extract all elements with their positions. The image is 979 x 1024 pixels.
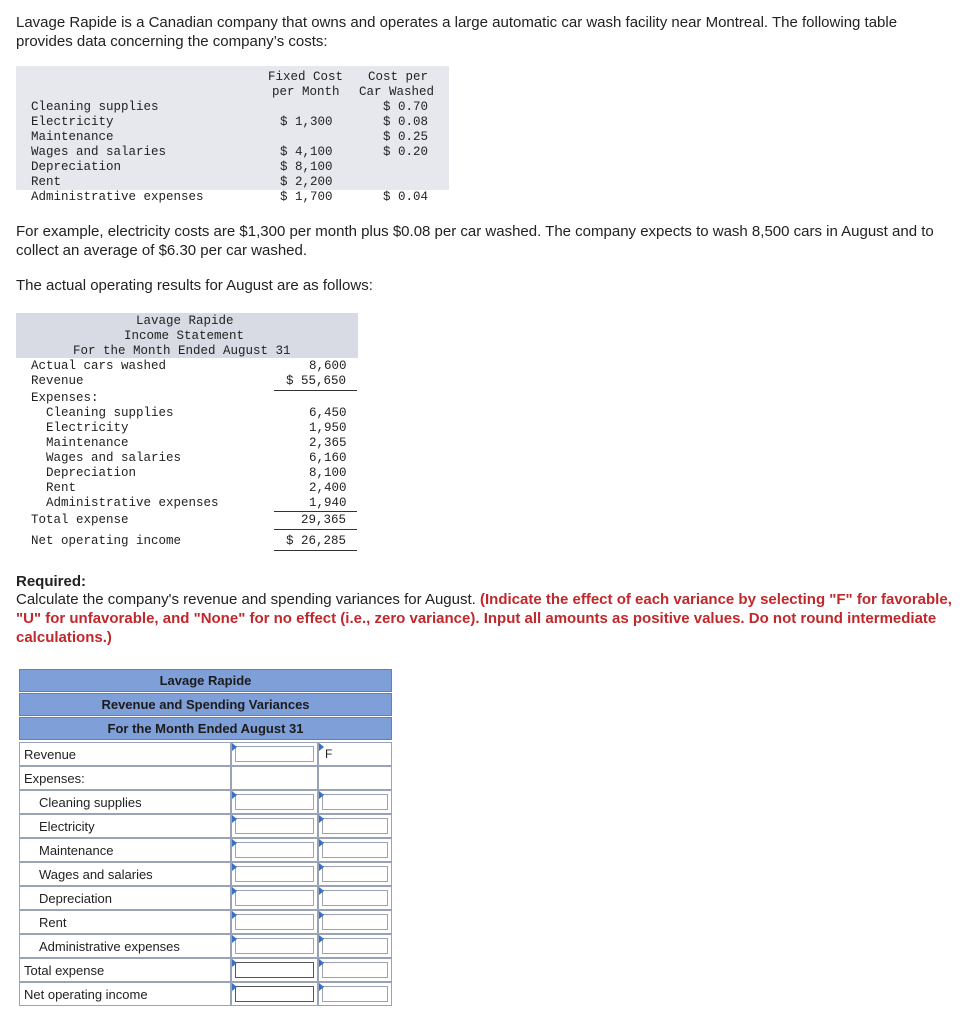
income-statement	[16, 313, 358, 548]
net-variance-input[interactable]	[231, 982, 318, 1006]
required-instruction: (Indicate the effect of each variance by selecting "F" for favorable, "U" for unfavorable, and "None" for no effect (i.e., zero variance). Input all amounts as positive values. Do not round intermediate calculations.)	[16, 591, 952, 646]
required-text: Calculate the company's revenue and spending variances for August.	[16, 591, 476, 608]
row-label: Total expense	[19, 958, 231, 982]
expense-value: 6,450	[309, 406, 347, 420]
statement-subtitle: Income Statement	[124, 329, 245, 343]
input-marker-icon	[232, 743, 237, 751]
variable-cost-header-1: Cost per	[368, 70, 429, 84]
net-income-label: Net operating income	[31, 534, 182, 548]
statement-title: Lavage Rapide	[136, 314, 234, 328]
cost-row-variable: $ 0.70	[383, 100, 429, 114]
row-label: Electricity	[19, 814, 231, 838]
cost-row-variable: $ 0.08	[383, 115, 429, 129]
row-label: Cleaning supplies	[19, 790, 231, 814]
input-marker-icon	[232, 983, 237, 991]
required-heading: Required:	[16, 573, 87, 590]
cost-row-variable: $ 0.25	[383, 130, 429, 144]
variance-amount-input[interactable]	[231, 886, 318, 910]
expense-value: 1,940	[309, 496, 347, 510]
cost-row-fixed: $ 1,300	[280, 115, 333, 129]
variance-amount-input[interactable]	[231, 814, 318, 838]
intro-paragraph: Lavage Rapide is a Canadian company that owns and operates a large automatic car wash facility near Montreal. The following table provides data concerning the company’s costs:	[16, 14, 898, 50]
actual-results-paragraph: The actual operating results for August are as follows:	[16, 277, 373, 294]
expense-label: Rent	[46, 481, 77, 495]
variance-effect-select[interactable]	[318, 814, 392, 838]
row-label: Net operating income	[19, 982, 231, 1006]
net-effect-select[interactable]	[318, 982, 392, 1006]
net-income-value: $ 26,285	[286, 534, 347, 548]
expense-label: Wages and salaries	[46, 451, 182, 465]
select-marker-icon	[319, 911, 324, 919]
input-marker-icon	[232, 815, 237, 823]
cost-row-label: Maintenance	[31, 130, 114, 144]
variance-table	[19, 669, 392, 1002]
revenue-variance-input[interactable]	[231, 742, 318, 766]
total-expense-value: 29,365	[301, 513, 347, 527]
cars-washed-label: Actual cars washed	[31, 359, 167, 373]
expenses-spacer-cell	[318, 766, 392, 790]
revenue-effect-value: F	[325, 747, 333, 761]
required-paragraph	[16, 590, 961, 647]
variance-amount-input[interactable]	[231, 862, 318, 886]
select-marker-icon	[319, 887, 324, 895]
expense-label: Administrative expenses	[46, 496, 219, 510]
cost-row-fixed: $ 8,100	[280, 160, 333, 174]
revenue-label: Revenue	[31, 374, 84, 388]
input-marker-icon	[232, 959, 237, 967]
input-marker-icon	[232, 791, 237, 799]
cost-row-fixed: $ 4,100	[280, 145, 333, 159]
row-label: Depreciation	[19, 886, 231, 910]
cars-washed-value: 8,600	[309, 359, 347, 373]
fixed-cost-header-1: Fixed Cost	[268, 70, 344, 84]
select-marker-icon	[319, 935, 324, 943]
expense-label: Cleaning supplies	[46, 406, 174, 420]
expense-value: 1,950	[309, 421, 347, 435]
variance-subtitle: Revenue and Spending Variances	[19, 693, 392, 716]
select-marker-icon	[319, 959, 324, 967]
expenses-underline	[274, 511, 357, 512]
input-marker-icon	[232, 839, 237, 847]
variance-amount-input[interactable]	[231, 934, 318, 958]
row-label: Wages and salaries	[19, 862, 231, 886]
cost-row-fixed: $ 1,700	[280, 190, 333, 204]
expense-label: Maintenance	[46, 436, 129, 450]
variance-effect-select[interactable]	[318, 862, 392, 886]
total-expense-label: Total expense	[31, 513, 129, 527]
statement-period: For the Month Ended August 31	[73, 344, 291, 358]
cost-row-label: Cleaning supplies	[31, 100, 159, 114]
variance-effect-select[interactable]	[318, 934, 392, 958]
variance-effect-select[interactable]	[318, 790, 392, 814]
variance-amount-input[interactable]	[231, 790, 318, 814]
cost-row-variable: $ 0.20	[383, 145, 429, 159]
row-label: Rent	[19, 910, 231, 934]
expense-value: 8,100	[309, 466, 347, 480]
cost-row-label: Electricity	[31, 115, 114, 129]
input-marker-icon	[232, 863, 237, 871]
variance-amount-input[interactable]	[231, 838, 318, 862]
variance-period: For the Month Ended August 31	[19, 717, 392, 740]
cost-row-label: Depreciation	[31, 160, 122, 174]
select-marker-icon	[319, 839, 324, 847]
cost-row-fixed: $ 2,200	[280, 175, 333, 189]
expense-value: 6,160	[309, 451, 347, 465]
variance-amount-input[interactable]	[231, 910, 318, 934]
example-paragraph: For example, electricity costs are $1,300 per month plus $0.08 per car washed. The company expects to wash 8,500 cars in August and to collect an average of $6.30 per car washed.	[16, 223, 934, 259]
row-label: Maintenance	[19, 838, 231, 862]
input-marker-icon	[232, 911, 237, 919]
net-income-underline	[274, 550, 357, 551]
row-label: Expenses:	[19, 766, 231, 790]
revenue-effect-select[interactable]	[318, 742, 392, 766]
revenue-underline	[274, 390, 357, 391]
total-effect-select[interactable]	[318, 958, 392, 982]
cost-row-label: Wages and salaries	[31, 145, 167, 159]
variance-effect-select[interactable]	[318, 838, 392, 862]
cost-row-label: Rent	[31, 175, 62, 189]
cost-row-variable: $ 0.04	[383, 190, 429, 204]
expenses-label: Expenses:	[31, 391, 99, 405]
total-variance-input[interactable]	[231, 958, 318, 982]
row-label: Administrative expenses	[19, 934, 231, 958]
expense-value: 2,365	[309, 436, 347, 450]
variance-title: Lavage Rapide	[19, 669, 392, 692]
variance-effect-select[interactable]	[318, 910, 392, 934]
total-underline	[274, 529, 357, 530]
select-marker-icon	[319, 983, 324, 991]
select-marker-icon	[319, 791, 324, 799]
expense-label: Depreciation	[46, 466, 137, 480]
row-label: Revenue	[19, 742, 231, 766]
expense-label: Electricity	[46, 421, 129, 435]
input-marker-icon	[232, 935, 237, 943]
fixed-cost-header-2: per Month	[272, 85, 340, 99]
variable-cost-header-2: Car Washed	[359, 85, 435, 99]
expense-value: 2,400	[309, 481, 347, 495]
select-marker-icon	[319, 863, 324, 871]
expenses-spacer-cell	[231, 766, 318, 790]
revenue-value: $ 55,650	[286, 374, 347, 388]
variance-effect-select[interactable]	[318, 886, 392, 910]
cost-row-label: Administrative expenses	[31, 190, 204, 204]
select-marker-icon	[319, 743, 324, 751]
cost-data-table	[16, 66, 449, 190]
input-marker-icon	[232, 887, 237, 895]
select-marker-icon	[319, 815, 324, 823]
